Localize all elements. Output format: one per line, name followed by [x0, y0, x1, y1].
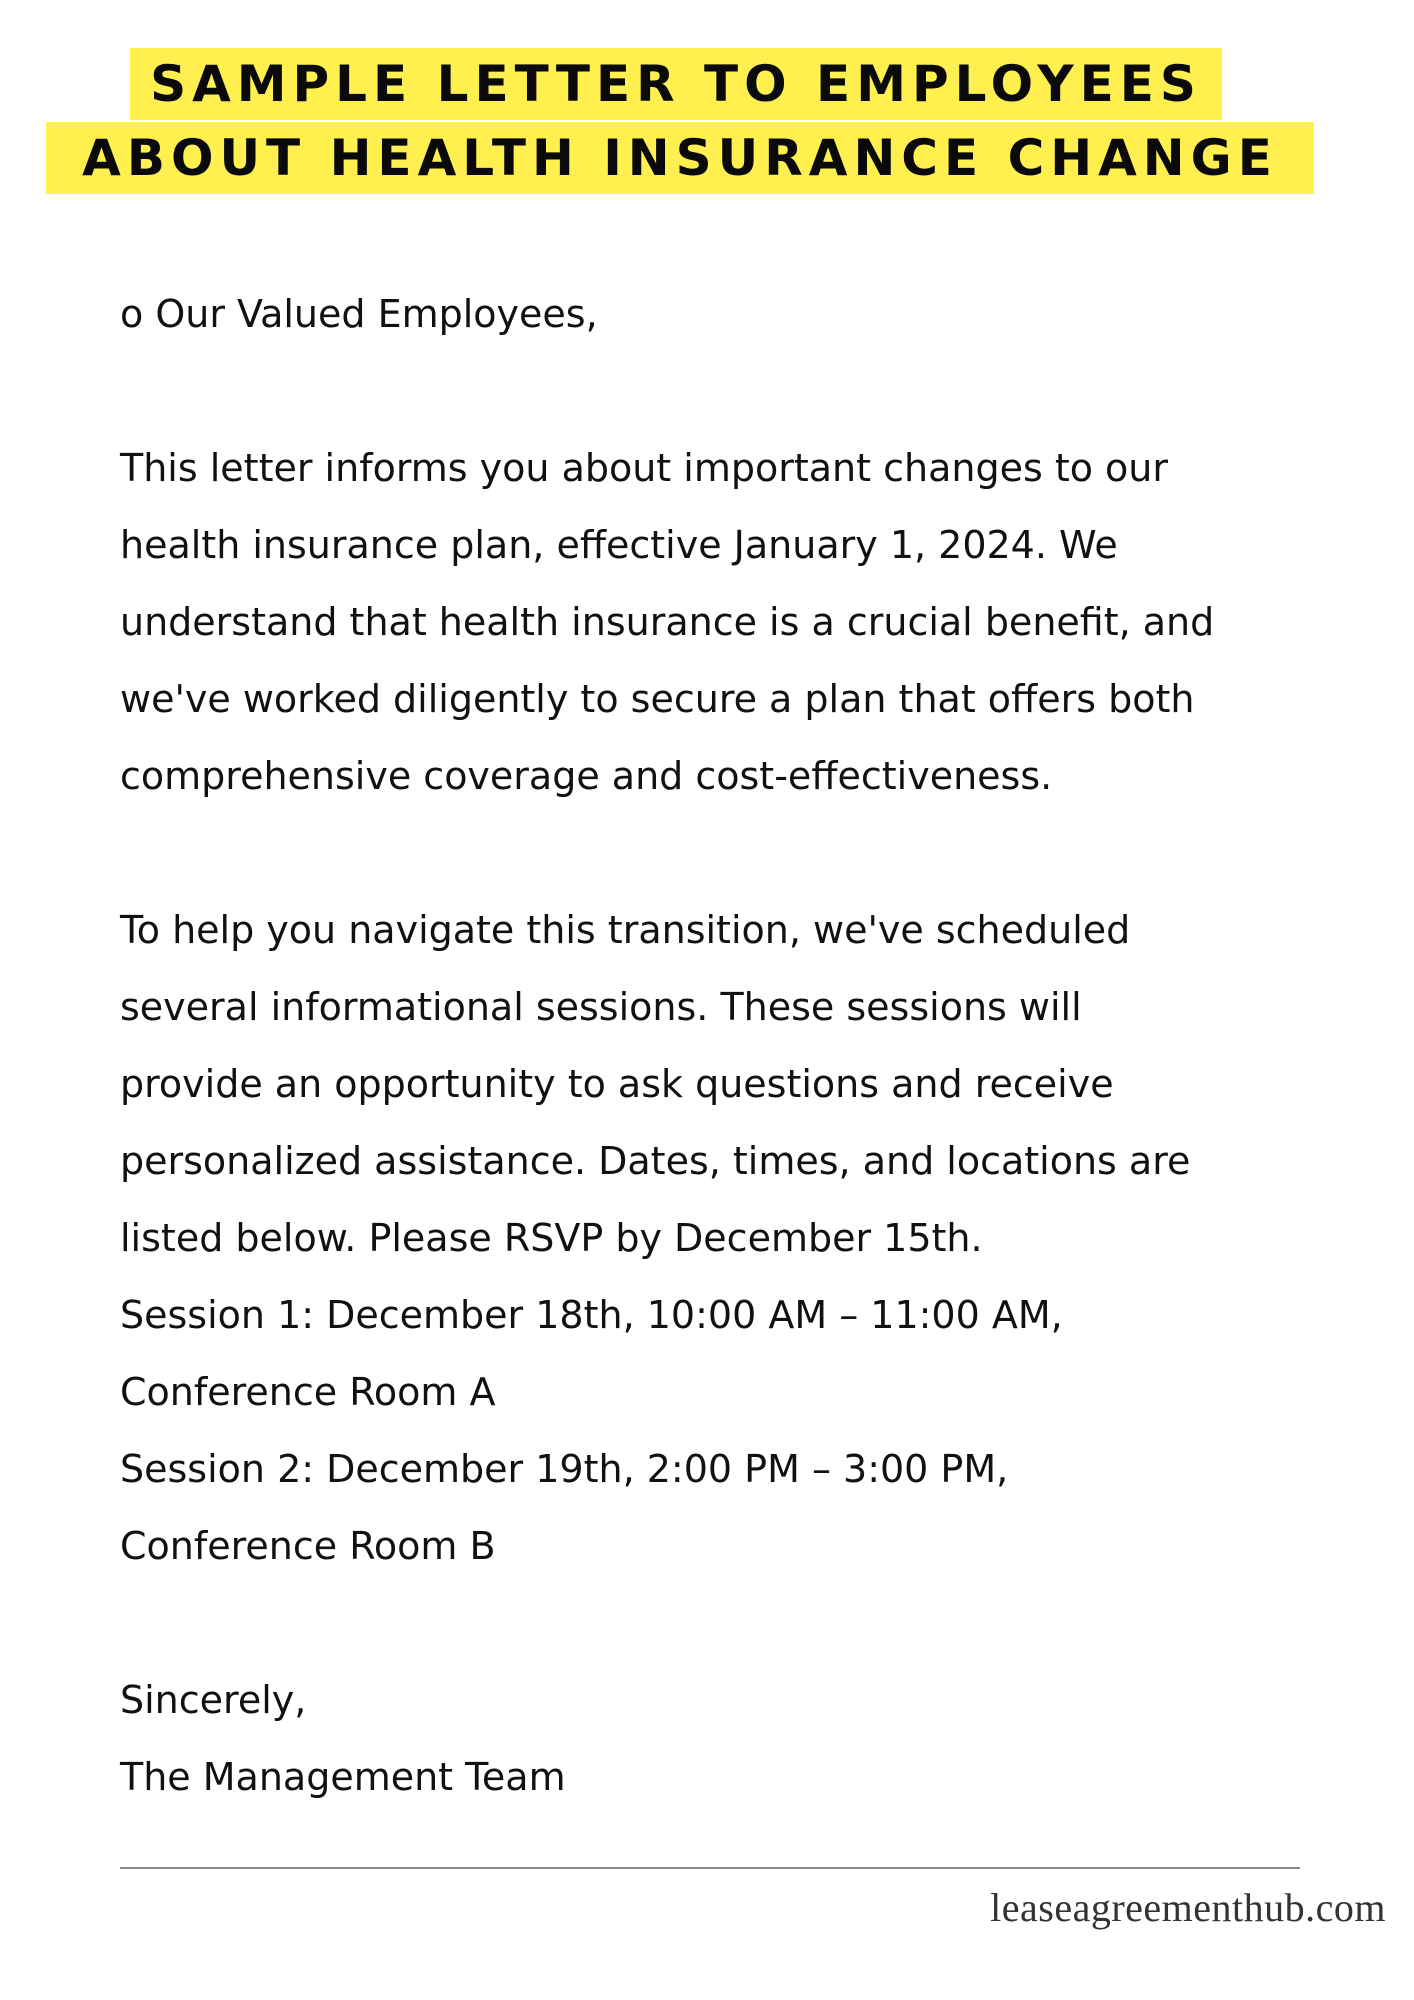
signature: The Management Team: [120, 1755, 566, 1799]
paragraph-line: comprehensive coverage and cost-effectiveness.: [120, 754, 1053, 798]
paragraph-line: This letter informs you about important changes to our: [120, 446, 1169, 490]
session-2-location: Conference Room B: [120, 1524, 496, 1568]
paragraph-line: To help you navigate this transition, we've scheduled: [120, 908, 1131, 952]
session-1-location: Conference Room A: [120, 1370, 496, 1414]
session-list: [120, 1277, 1350, 1585]
paragraph-line: several informational sessions. These sessions will: [120, 985, 1082, 1029]
paragraph-line: personalized assistance. Dates, times, and locations are: [120, 1139, 1191, 1183]
session-1-time: Session 1: December 18th, 10:00 AM – 11:00 AM,: [120, 1293, 1063, 1337]
paragraph-line: provide an opportunity to ask questions and receive: [120, 1062, 1114, 1106]
session-2-time: Session 2: December 19th, 2:00 PM – 3:00 PM,: [120, 1447, 1009, 1491]
title-line-2: ABOUT HEALTH INSURANCE CHANGE: [46, 122, 1314, 194]
paragraph-spacer: [120, 353, 1350, 430]
paragraph-line: understand that health insurance is a crucial benefit, and: [120, 600, 1215, 644]
footer-divider: [120, 1867, 1300, 1869]
paragraph-sessions: [120, 892, 1350, 1277]
paragraph-spacer: [120, 815, 1350, 892]
paragraph-line: listed below. Please RSVP by December 15th.: [120, 1216, 983, 1260]
greeting: o Our Valued Employees,: [120, 292, 598, 336]
website-link[interactable]: leaseagreementhub.com: [990, 1885, 1386, 1930]
title-line-1: SAMPLE LETTER TO EMPLOYEES: [130, 48, 1222, 120]
letter-body: [120, 276, 1350, 1816]
paragraph-intro: [120, 430, 1350, 815]
paragraph-line: we've worked diligently to secure a plan that offers both: [120, 677, 1195, 721]
paragraph-spacer: [120, 1585, 1350, 1662]
closing: Sincerely,: [120, 1678, 307, 1722]
paragraph-line: health insurance plan, effective January 1, 2024. We: [120, 523, 1118, 567]
